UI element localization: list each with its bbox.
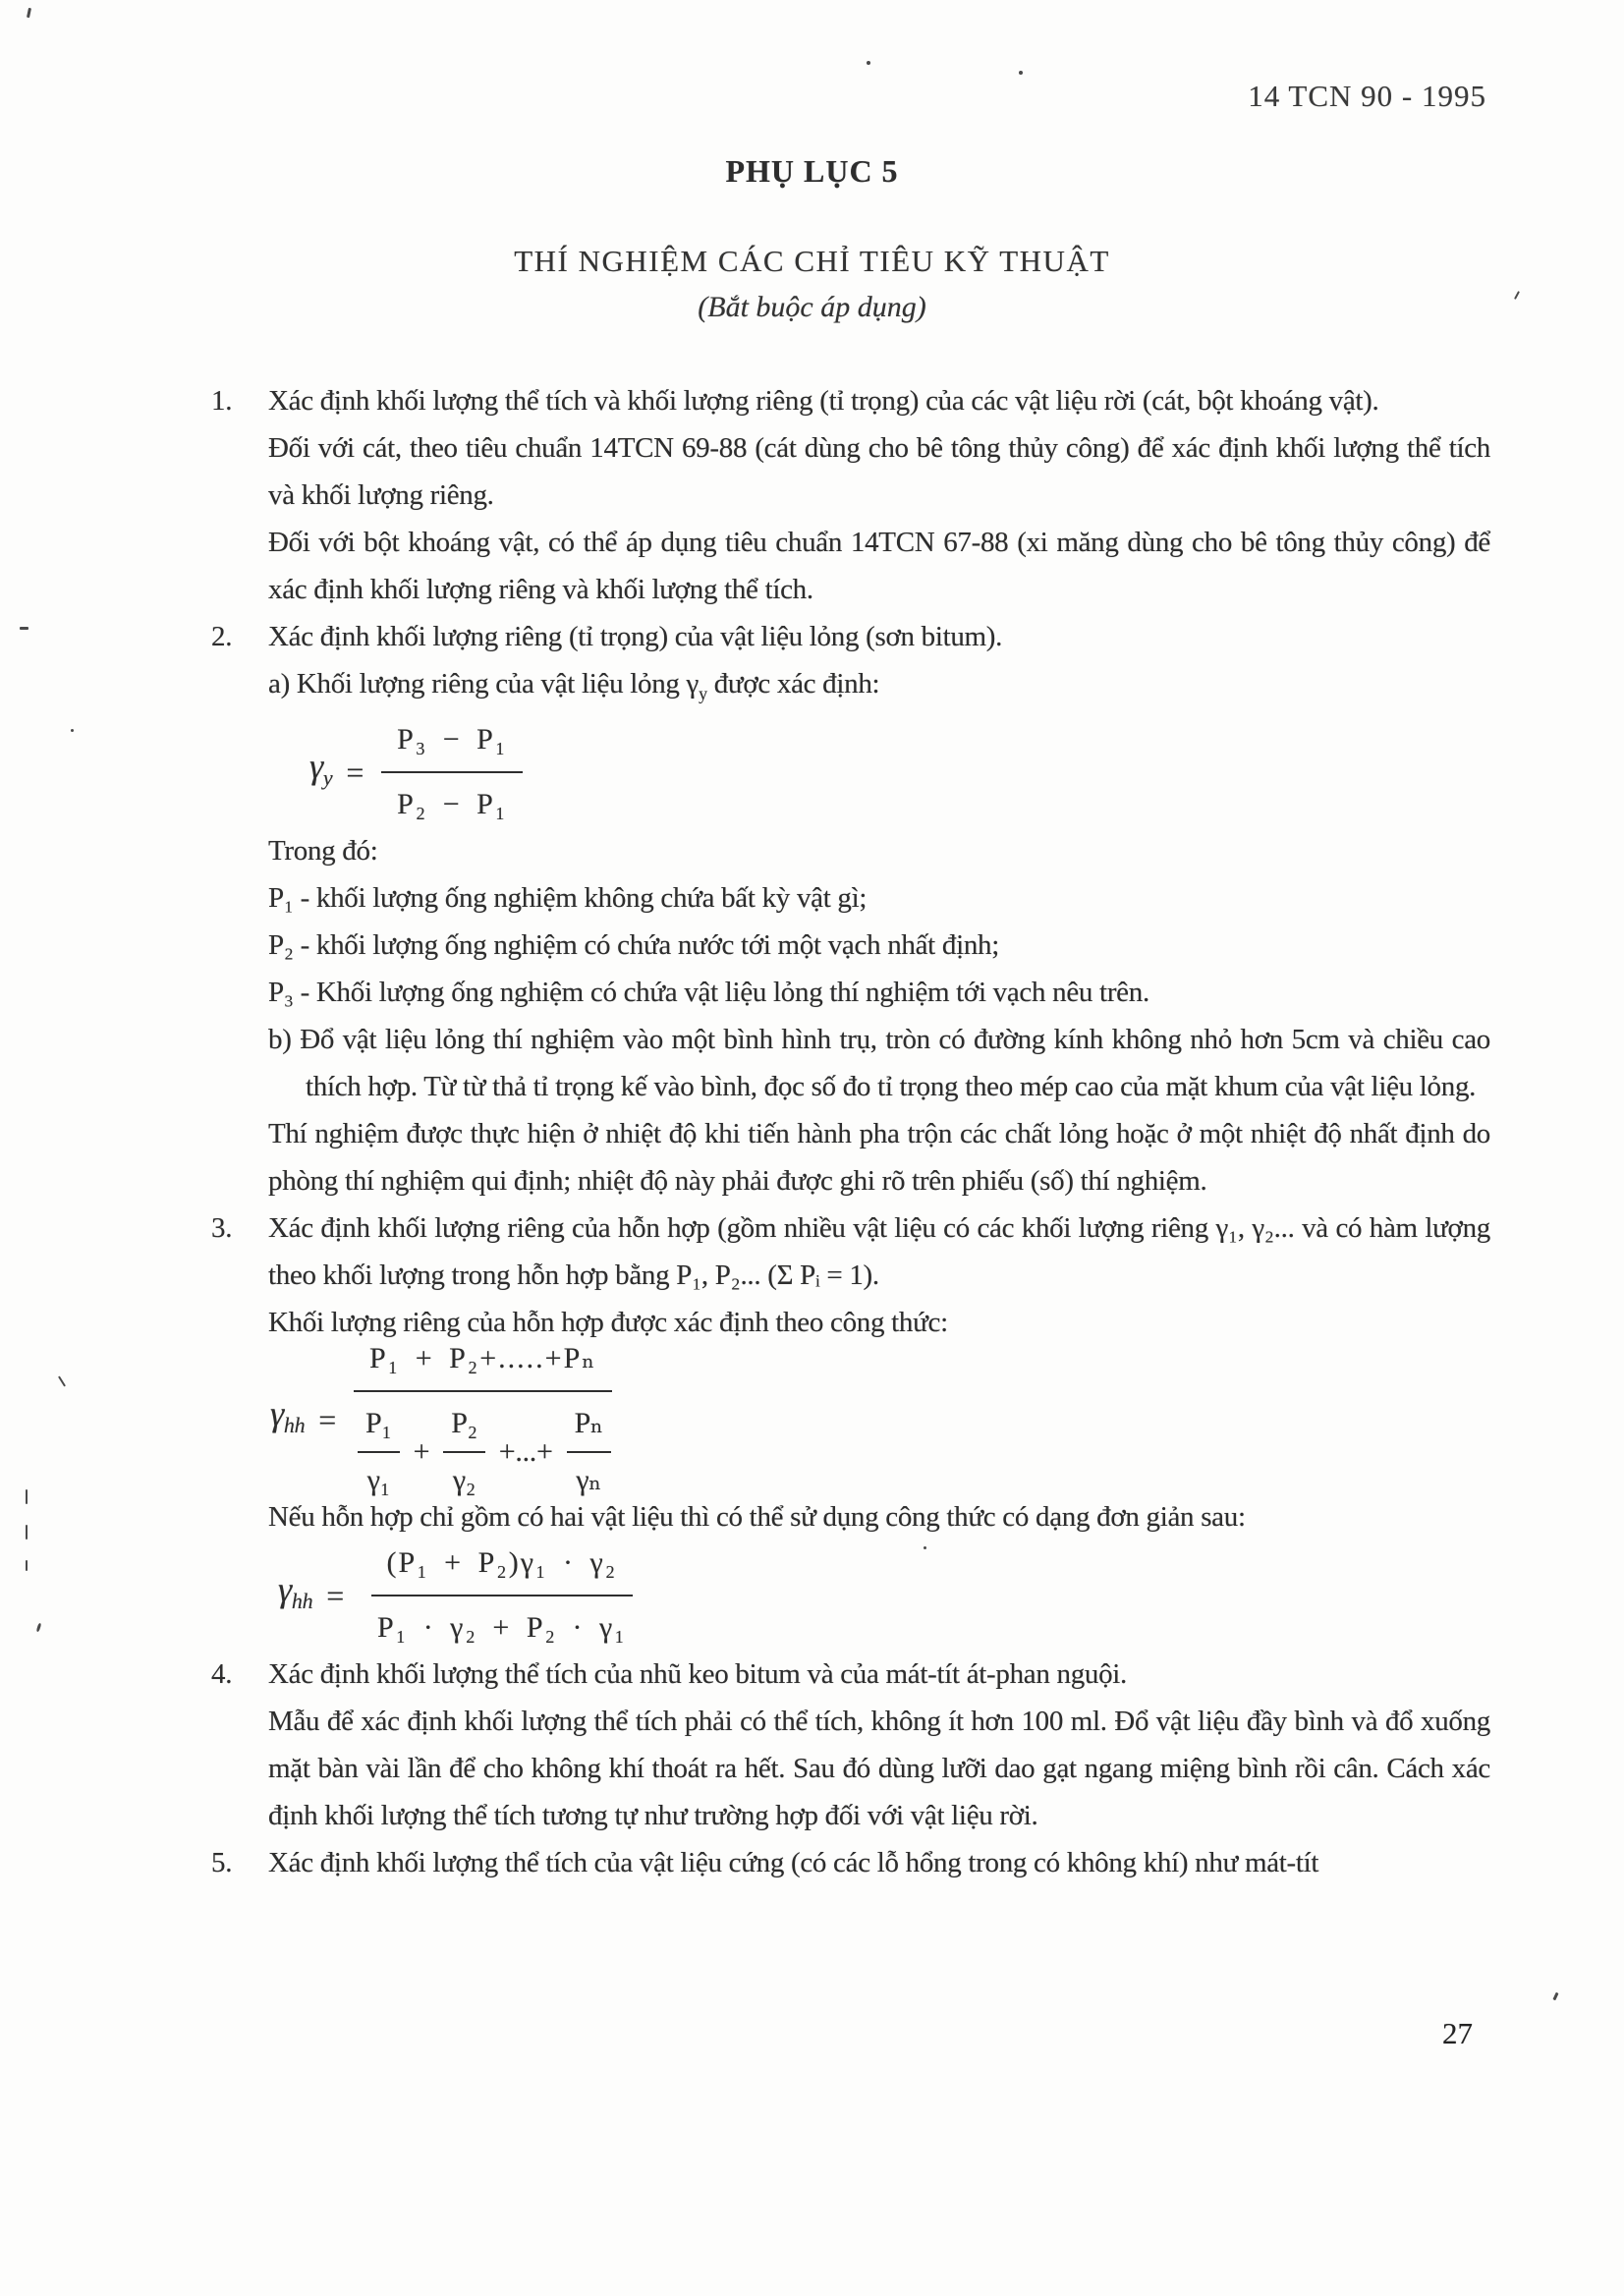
- standard-code: 14 TCN 90 - 1995: [1248, 79, 1486, 113]
- formula-two-material-mixture: [268, 1540, 1490, 1651]
- sub-fraction-denominator: γₙ: [576, 1463, 601, 1496]
- sub-a-text: a) Khối lượng riêng của vật liệu lỏng γ: [268, 668, 700, 700]
- item-2-definition-p2: P₂ - khối lượng ống nghiệm có chứa nước tới một vạch nhất định;: [268, 928, 1000, 961]
- item-1-number: 1.: [211, 385, 233, 417]
- list-item-5: [211, 1839, 1490, 1886]
- item-3-paragraph-2: Khối lượng riêng của hỗn hợp được xác định theo công thức:: [268, 1306, 948, 1338]
- document-subtitle: (Bắt buộc áp dụng): [698, 291, 926, 323]
- scan-artifact: [20, 627, 28, 630]
- fraction-denominator: P₂ − P₁: [397, 787, 508, 820]
- scan-artifact: [1019, 71, 1023, 75]
- item-2-closing-paragraph: Thí nghiệm được thực hiện ở nhiệt độ khi tiến hành pha trộn các chất lỏng hoặc ở một nhiệt độ nhất định do phòng thí nghiệm qui định; nhiệt độ này phải được ghi rõ trên phiếu (số) thí nghiệm.: [268, 1117, 1490, 1197]
- item-2-where-label: Trong đó:: [268, 834, 378, 867]
- sub-fraction-denominator: γ₁: [366, 1463, 390, 1496]
- gamma-subscript: y: [699, 683, 707, 703]
- item-4-number: 4.: [211, 1657, 233, 1690]
- document-title: THÍ NGHIỆM CÁC CHỈ TIÊU KỸ THUẬT: [514, 244, 1110, 278]
- fraction-numerator: P₃ − P₁: [381, 716, 523, 773]
- sub-fraction-numerator: Pₙ: [567, 1400, 611, 1453]
- item-2-number: 2.: [211, 621, 233, 652]
- gamma-symbol: γ: [278, 1569, 292, 1609]
- item-1-paragraph-3: Đối với bột khoáng vật, có thể áp dụng tiêu chuẩn 14TCN 67-88 (xi măng dùng cho bê tông thủy công) để xác định khối lượng riêng và khối lượng thể tích.: [268, 527, 1490, 605]
- equals-sign: =: [326, 1577, 345, 1613]
- gamma-subscript: hh: [291, 1588, 313, 1613]
- sub-a-text-end: được xác định:: [706, 668, 880, 700]
- sub-fraction-n: [567, 1400, 611, 1504]
- item-3-paragraph-3: Nếu hỗn hợp chỉ gồm có hai vật liệu thì có thể sử dụng công thức có dạng đơn giản sau:: [268, 1500, 1246, 1533]
- item-2-sub-a: [268, 660, 1490, 717]
- item-3-paragraph-1: Xác định khối lượng riêng của hỗn hợp (gồm nhiều vật liệu có các khối lượng riêng γ₁, γ₂... và có hàm lượng theo khối lượng trong hỗn hợp bằng P₁, P₂... (Σ Pᵢ = 1).: [268, 1211, 1490, 1291]
- scan-artifact: [58, 1375, 66, 1386]
- scan-artifact: [27, 8, 31, 18]
- scan-artifact: [26, 1525, 28, 1540]
- formula-lhs: [309, 743, 332, 802]
- formula-mixture-density: [268, 1341, 1490, 1496]
- sub-fraction-1: [358, 1400, 400, 1504]
- scan-artifact: [867, 61, 870, 65]
- fraction-denominator: P₁ · γ₂ + P₂ · γ₁: [377, 1610, 627, 1644]
- list-item-4: [211, 1651, 1490, 1839]
- fraction: [381, 716, 523, 828]
- item-2-definition-p3: P₃ - Khối lượng ống nghiệm có chứa vật liệu lỏng thí nghiệm tới vạch nêu trên.: [268, 976, 1149, 1008]
- scan-artifact: [26, 1489, 28, 1504]
- item-1-paragraph-2: Đối với cát, theo tiêu chuẩn 14TCN 69-88 (cát dùng cho bê tông thủy công) để xác định khối lượng thể tích và khối lượng riêng.: [268, 432, 1490, 511]
- scan-artifact: [71, 729, 74, 732]
- fraction-numerator: (P₁ + P₂)γ₁ · γ₂: [371, 1540, 634, 1596]
- sub-fraction-numerator: P₁: [358, 1400, 400, 1453]
- equals-sign: =: [318, 1401, 337, 1437]
- sub-fraction-numerator: P₂: [443, 1400, 485, 1453]
- item-2-definition-p1: P₁ - khối lượng ống nghiệm không chứa bất kỳ vật gì;: [268, 881, 868, 914]
- equals-sign: =: [346, 754, 364, 790]
- formula-lhs: [270, 1390, 305, 1449]
- fraction-denominator: [354, 1392, 615, 1504]
- formula-lhs: [278, 1566, 312, 1625]
- gamma-subscript: y: [322, 764, 333, 790]
- item-4-paragraph-2: Mẫu để xác định khối lượng thể tích phải có thể tích, không ít hơn 100 ml. Đổ vật liệu đầy bình và đổ xuống mặt bàn vài lần để cho không khí thoát ra hết. Sau đó dùng lưỡi dao gạt ngang miệng bình rồi cân. Cách xác định khối lượng thể tích tương tự như trường hợp đối với vật liệu rời.: [268, 1705, 1490, 1831]
- gamma-subscript: hh: [283, 1412, 306, 1437]
- scan-artifact: [1552, 1992, 1558, 2001]
- document-body: [211, 377, 1490, 1886]
- item-2-paragraph-1: Xác định khối lượng riêng (tỉ trọng) của vật liệu lỏng (sơn bitum).: [268, 621, 1003, 652]
- appendix-title: PHỤ LỤC 5: [725, 153, 899, 189]
- sub-fraction-2: [443, 1400, 485, 1504]
- item-4-paragraph-1: Xác định khối lượng thể tích của nhũ keo bitum và của mát-tít át-phan nguội.: [268, 1657, 1128, 1690]
- ellipsis-operator: +...+: [498, 1434, 553, 1468]
- scan-artifact: [36, 1623, 42, 1632]
- list-item-3: [211, 1204, 1490, 1651]
- item-1-paragraph-1: Xác định khối lượng thể tích và khối lượng riêng (tỉ trọng) của các vật liệu rời (cát, bột khoáng vật).: [268, 385, 1379, 417]
- fraction: [362, 1540, 643, 1652]
- plus-operator: +: [413, 1434, 430, 1468]
- item-5-paragraph-1: Xác định khối lượng thể tích của vật liệu cứng (có các lỗ hổng trong có không khí) như mát-tít: [268, 1846, 1319, 1878]
- list-item-2: [211, 613, 1490, 1204]
- item-5-number: 5.: [211, 1846, 233, 1878]
- page-number: 27: [1442, 2016, 1473, 2050]
- gamma-symbol: γ: [309, 746, 323, 786]
- item-3-number: 3.: [211, 1211, 233, 1244]
- list-item-1: [211, 377, 1490, 613]
- gamma-symbol: γ: [270, 1393, 284, 1433]
- scan-artifact: [26, 1560, 28, 1571]
- sub-fraction-denominator: γ₂: [452, 1463, 476, 1496]
- fraction: [354, 1335, 615, 1504]
- fraction-numerator: P₁ + P₂+.....+Pₙ: [354, 1335, 612, 1392]
- formula-liquid-specific-gravity: [268, 717, 1490, 827]
- item-2-sub-b: b) Đổ vật liệu lỏng thí nghiệm vào một bình hình trụ, tròn có đường kính không nhỏ hơn 5cm và chiều cao thích hợp. Từ từ thả tỉ trọng kế vào bình, đọc số đo tỉ trọng theo mép cao của mặt khum của vật liệu lỏng.: [268, 1023, 1490, 1102]
